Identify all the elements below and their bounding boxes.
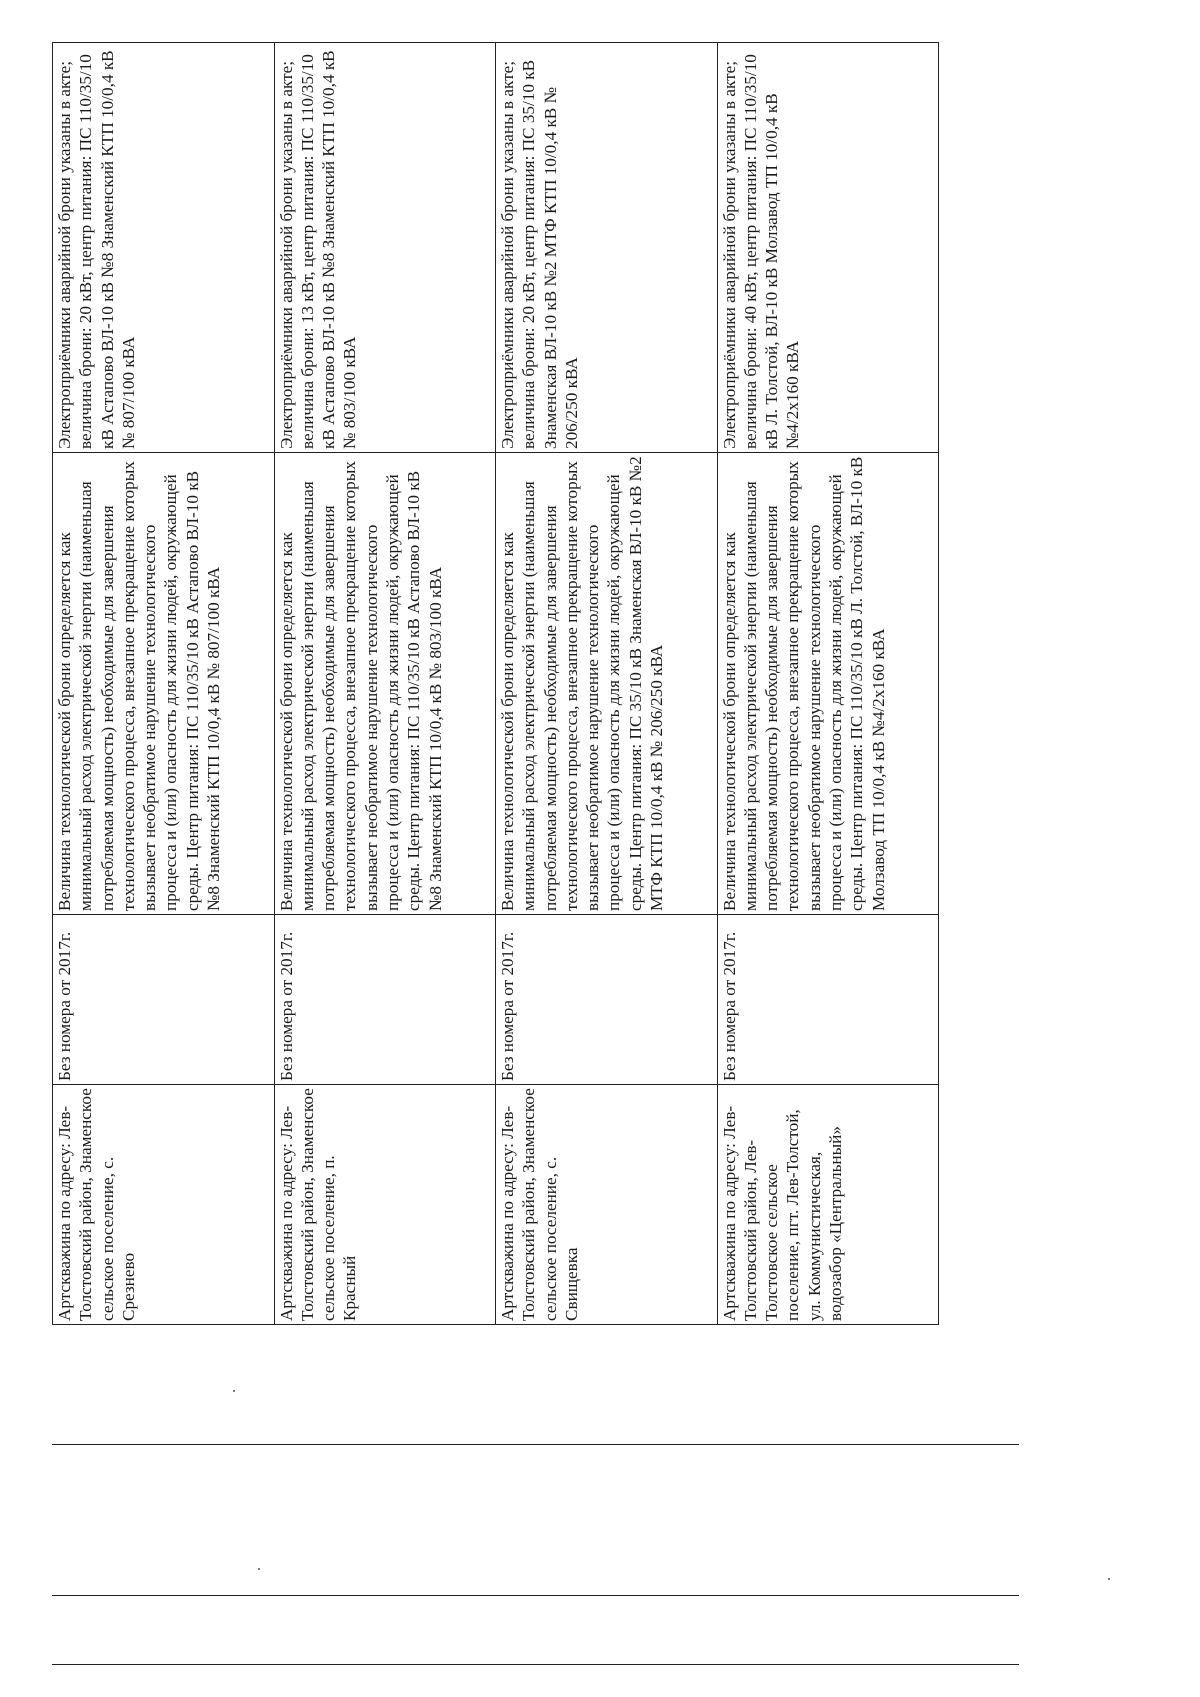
rotated-page-content [52,43,939,1325]
act-cell: Без номера от 2017г. [53,915,275,1085]
scan-speck [1108,1578,1110,1580]
table-row [274,43,496,1325]
separator-line [52,1444,1019,1445]
emergency-reserve-cell: Электроприёмники аварийной брони указаны в акте; величина брони: 40 кВт, центр питания: ПС 110/35/10 кВ Л. Толстой, ВЛ-10 кВ Молзавод ТП 10/0,4 кВ №4/2х160 кВА [717,43,939,453]
tech-reserve-cell: Величина технологической брони определяется как минимальный расход электрической энергии (наименьшая потребляемая мощность) необходимые для завершения технологического процесса, внезапное прекращение которых вызывает необратимое нарушение технологического процесса и (или) опасность для жизни людей, окружающей среды. Центр питания: ПС 110/35/10 кВ Астапово ВЛ-10 кВ №8 Знаменский КТП 10/0,4 кВ № 807/100 кВА [53,453,275,915]
scan-speck [258,1568,260,1570]
act-cell: Без номера от 2017г. [274,915,496,1085]
object-cell: Артскважина по адресу: Лев-Толстовский район, Лев-Толстовское сельское поселение, пгт. Лев-Толстой, ул. Коммунистическая, водозабор «Центральный» [717,1085,939,1325]
tech-reserve-cell: Величина технологической брони определяется как минимальный расход электрической энергии (наименьшая потребляемая мощность) необходимые для завершения технологического процесса, внезапное прекращение которых вызывает необратимое нарушение технологического процесса и (или) опасность для жизни людей, окружающей среды. Центр питания: ПС 35/10 кВ Знаменская ВЛ-10 кВ №2 МТФ КТП 10/0,4 кВ № 206/250 кВА [496,453,718,915]
table-row [53,43,275,1325]
emergency-reserve-cell: Электроприёмники аварийной брони указаны в акте; величина брони: 20 кВт, центр питания: ПС 35/10 кВ Знаменская ВЛ-10 кВ №2 МТФ КТП 10/0,4 кВ № 206/250 кВА [496,43,718,453]
reserve-table [52,42,939,1325]
act-cell: Без номера от 2017г. [496,915,718,1085]
object-cell: Артскважина по адресу: Лев-Толстовский район, Знаменское сельское поселение, с. Свищевка [496,1085,718,1325]
tech-reserve-cell: Величина технологической брони определяется как минимальный расход электрической энергии (наименьшая потребляемая мощность) необходимые для завершения технологического процесса, внезапное прекращение которых вызывает необратимое нарушение технологического процесса и (или) опасность для жизни людей, окружающей среды. Центр питания: ПС 110/35/10 кВ Л. Толстой, ВЛ-10 кВ Молзавод ТП 10/0,4 кВ №4/2х160 кВА [717,453,939,915]
separator-line [52,1664,1019,1665]
tech-reserve-cell: Величина технологической брони определяется как минимальный расход электрической энергии (наименьшая потребляемая мощность) необходимые для завершения технологического процесса, внезапное прекращение которых вызывает необратимое нарушение технологического процесса и (или) опасность для жизни людей, окружающей среды. Центр питания: ПС 110/35/10 кВ Астапово ВЛ-10 кВ №8 Знаменский КТП 10/0,4 кВ № 803/100 кВА [274,453,496,915]
object-cell: Артскважина по адресу: Лев-Толстовский район, Знаменское сельское поселение, с. Срезнево [53,1085,275,1325]
act-cell: Без номера от 2017г. [717,915,939,1085]
table-row [496,43,718,1325]
emergency-reserve-cell: Электроприёмники аварийной брони указаны в акте; величина брони: 20 кВт, центр питания: ПС 110/35/10 кВ Астапово ВЛ-10 кВ №8 Знаменский КТП 10/0,4 кВ № 807/100 кВА [53,43,275,453]
separator-line [52,1595,1019,1596]
scan-speck [233,1390,235,1392]
object-cell: Артскважина по адресу: Лев-Толстовский район, Знаменское сельское поселение, п. Красный [274,1085,496,1325]
table-row [717,43,939,1325]
emergency-reserve-cell: Электроприёмники аварийной брони указаны в акте; величина брони: 13 кВт, центр питания: ПС 110/35/10 кВ Астапово ВЛ-10 кВ №8 Знаменский КТП 10/0,4 кВ № 803/100 кВА [274,43,496,453]
